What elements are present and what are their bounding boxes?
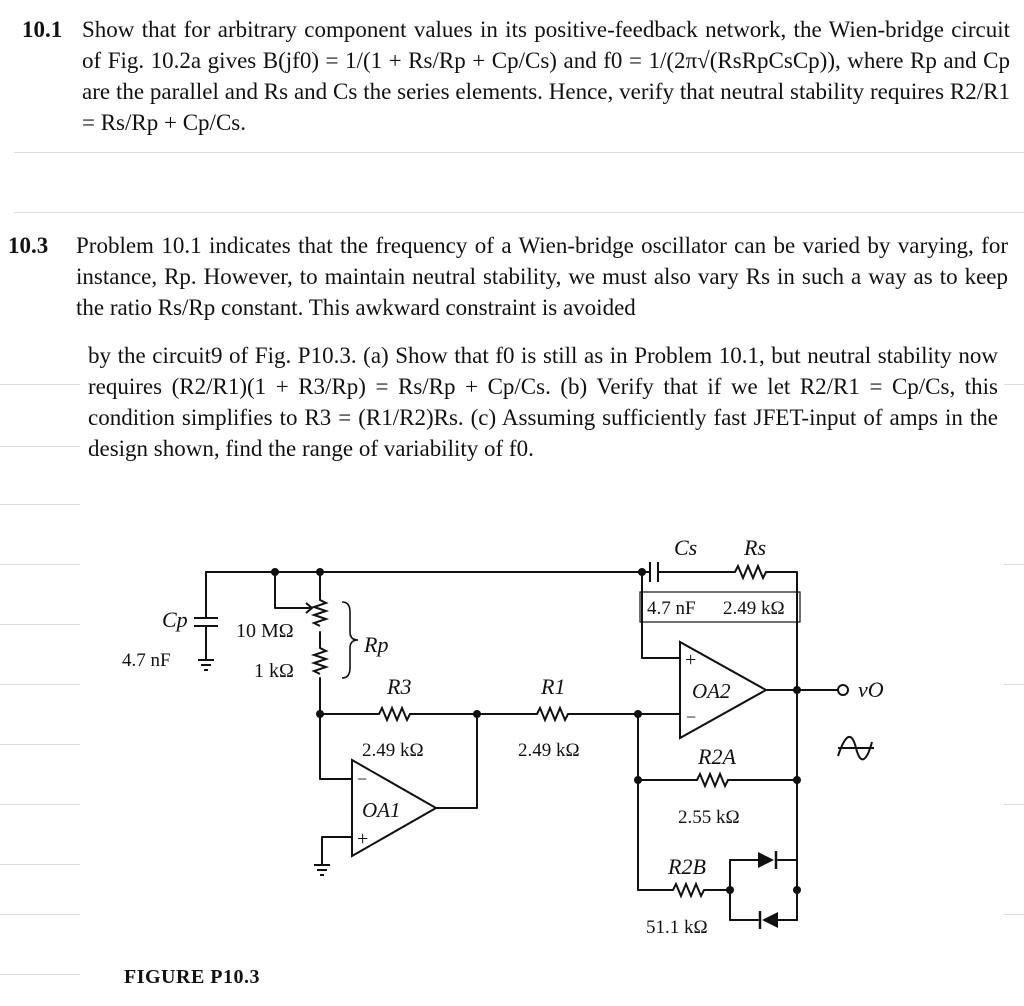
cp-value-label: 4.7 nF — [122, 650, 171, 671]
pot-value-label: 10 MΩ — [236, 620, 294, 642]
problem-number: 10.3 — [8, 233, 49, 258]
rule-line — [0, 446, 80, 447]
problem-text — [76, 230, 1008, 323]
oa1-label: OA1 — [362, 798, 401, 822]
sine-wave-icon — [838, 737, 874, 759]
r3-resistor — [379, 708, 411, 720]
rule-line — [14, 152, 1024, 153]
figure-caption: FIGURE P10.3 — [124, 966, 260, 988]
circuit-diagram — [0, 510, 1024, 960]
problem-10-3-text-part2: by the circuit9 of Fig. P10.3. (a) Show that f0 is still as in Problem 10.1, but neutral stability now requires (R2/R1)(1 + R3/Rp) = Rs/Rp + Cp/Cs. (b) Verify that if we let R2/R1 = Cp/Cs, this condition simplifies to R3 = (R1/R2)Rs. (c) Assuming sufficiently fast JFET-input of amps in the design shown, find the range of variability of f0. — [88, 343, 998, 461]
problem-text — [82, 14, 1010, 138]
problem-10-3-text-part1: Problem 10.1 indicates that the frequency of a Wien-bridge oscillator can be varied by varying, for instance, Rp. However, to maintain neutral stability, we must also vary Rs in such a way as to keep the ratio Rs/Rp constant. This awkward constraint is avoided — [76, 233, 1008, 320]
rule-line — [0, 384, 80, 385]
fixed-resistor — [314, 648, 326, 674]
r2a-name-label: R2A — [698, 744, 736, 769]
r1-resistor — [537, 708, 569, 720]
ground-symbol — [314, 865, 330, 875]
oa1-plus-sign: + — [357, 828, 369, 850]
r3-name-label: R3 — [387, 674, 412, 699]
problem-text — [88, 340, 998, 464]
problem-number: 10.1 — [22, 17, 63, 42]
potentiometer — [314, 600, 326, 626]
r2b-resistor — [673, 884, 705, 896]
r2b-value-label: 51.1 kΩ — [646, 917, 708, 938]
wire-rs-to-right — [769, 572, 797, 690]
r1-name-label: R1 — [541, 674, 566, 699]
oa1-minus-sign: − — [357, 769, 368, 789]
oa2-label: OA2 — [692, 679, 731, 703]
output-label: vO — [858, 677, 884, 702]
cp-capacitor — [194, 615, 218, 634]
wire-oa1-output — [436, 714, 477, 808]
wire-pot-wiper — [275, 572, 300, 608]
cp-name-label: Cp — [162, 607, 188, 632]
rs-name-label: Rs — [744, 535, 766, 560]
r2a-value-label: 2.55 kΩ — [678, 807, 740, 828]
r3-value-label: 2.49 kΩ — [362, 740, 424, 761]
wire-oa1-noninverting — [322, 837, 352, 865]
rule-line — [14, 212, 1024, 213]
oa2-plus-sign: + — [685, 649, 697, 671]
pot-wiper-arrow — [300, 603, 312, 613]
fixed-resistor-value-label: 1 kΩ — [254, 660, 294, 682]
r2a-resistor — [697, 774, 729, 786]
wire-r2a-right — [729, 690, 797, 780]
rp-brace — [342, 602, 358, 678]
oa2-minus-sign: − — [686, 707, 697, 727]
rs-value-label: 2.49 kΩ — [723, 598, 785, 619]
r2b-name-label: R2B — [668, 854, 706, 879]
cs-name-label: Cs — [674, 535, 698, 560]
rule-line — [1004, 384, 1024, 385]
rp-name-label: Rp — [364, 632, 389, 657]
r1-value-label: 2.49 kΩ — [518, 740, 580, 761]
problem-10-1-text: Show that for arbitrary component values in its positive-feedback network, the Wien-bridge circuit of Fig. 10.2a gives B(jf0) = 1/(1 + Rs/Rp + Cp/Cs) and f0 = 1/(2π√(RsRpCsCp)), where Rp and Cp are the parallel and Rs and Cs the series elements. Hence, verify that neutral stability requires R2/R1 = Rs/Rp + Cp/Cs. — [82, 17, 1010, 135]
figure-p10-3 — [0, 510, 1024, 1006]
ground-symbol — [198, 660, 214, 670]
rs-resistor — [735, 566, 769, 578]
wire-oa1-inverting — [320, 714, 352, 779]
rule-line — [0, 504, 80, 505]
output-terminal — [838, 685, 848, 695]
diode-reverse — [760, 911, 778, 929]
diode-forward — [758, 851, 776, 869]
cs-value-label: 4.7 nF — [647, 598, 696, 619]
